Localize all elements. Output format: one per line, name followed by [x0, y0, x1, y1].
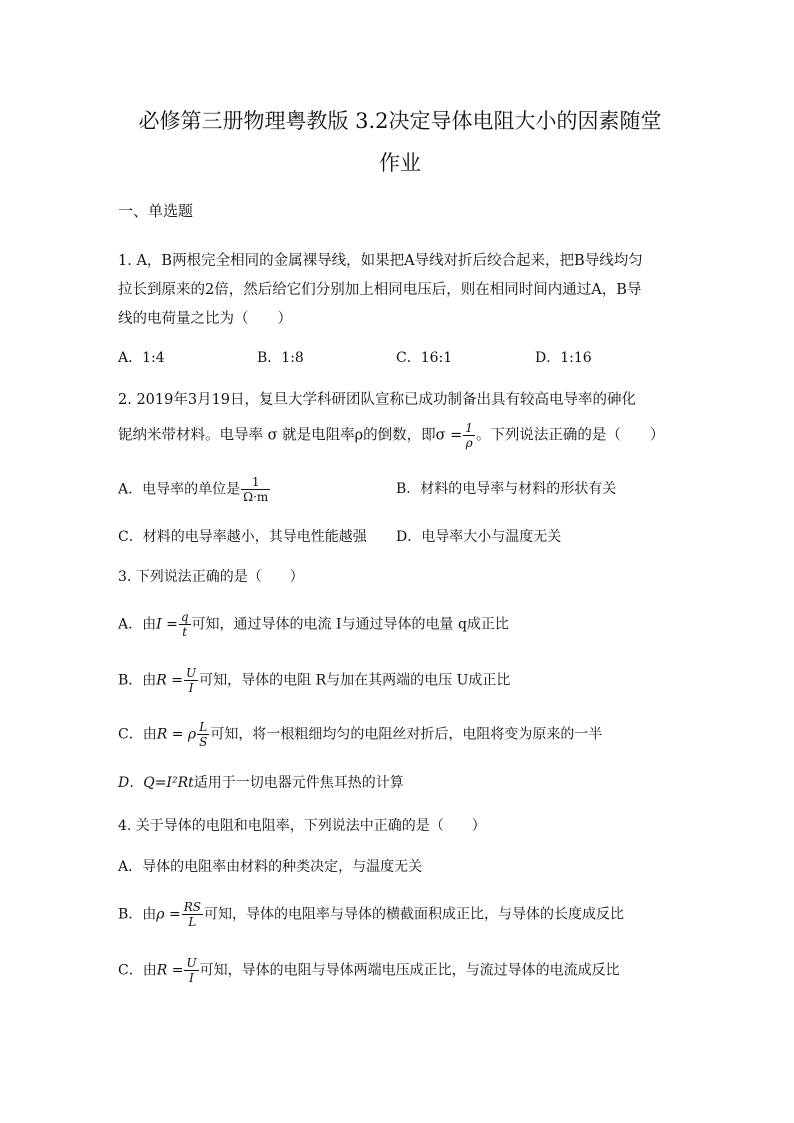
q3-a-fraction [179, 610, 191, 639]
option-prefix: B．由 [118, 672, 157, 689]
q1-line-3: 线的电荷量之比为（ ） [118, 311, 292, 327]
q1-option-d: D．1:16 [535, 350, 592, 366]
option-prefix: A．由 [118, 616, 157, 633]
q3-option-b [118, 666, 510, 695]
section-heading: 一、单选题 [118, 202, 194, 220]
fraction-denominator: Ω·m [243, 490, 269, 504]
option-prefix: C．由 [118, 962, 157, 979]
question-2 [118, 386, 690, 451]
formula-lhs: R = [156, 672, 184, 689]
q2-line-1: 2. 2019年3月19日，复旦大学科研团队宣称已成功制备出具有较高电导率的砷化 [118, 392, 637, 408]
formula-lhs: R = ρ [156, 726, 197, 743]
fraction-denominator: S [199, 735, 208, 749]
fraction-numerator: L [197, 720, 209, 735]
option-prefix: B．由 [118, 906, 157, 923]
q2-option-c: C．材料的电导率越小，其导电性能越强 [118, 529, 367, 545]
q3-c-fraction [197, 720, 209, 749]
fraction-numerator: RS [183, 900, 201, 914]
fraction-numerator: 1 [241, 475, 270, 490]
q4-stem: 4. 关于导体的电阻和电阻率，下列说法中正确的是（ ） [118, 818, 486, 834]
q4-option-a: A．导体的电阻率由材料的种类决定，与温度无关 [118, 859, 423, 875]
option-text: 可知，导体的电阻与导体两端电压成正比，与流过导体的电流成反比 [199, 962, 620, 979]
q4-option-c [118, 956, 620, 985]
q2-line-2-post: 。下列说法正确的是（ ） [475, 427, 665, 444]
fraction-denominator: I [188, 681, 194, 695]
formula-text: D．Q=I²Rt [118, 775, 194, 791]
fraction-numerator: q [180, 610, 189, 624]
q4-option-b [118, 900, 624, 929]
question-1 [118, 247, 690, 334]
q1-line-1: 1. A，B两根完全相同的金属裸导线，如果把A导线对折后绞合起来，把B导线均匀 [118, 253, 643, 269]
fraction-denominator: t [182, 625, 188, 639]
q2-line-2 [118, 421, 690, 451]
fraction-denominator: ρ [465, 436, 473, 450]
fraction-denominator: L [188, 915, 197, 929]
option-prefix: C．由 [118, 726, 157, 743]
q3-stem: 3. 下列说法正确的是（ ） [118, 569, 304, 585]
q4-b-fraction [182, 900, 203, 929]
option-text: 可知，将一根粗细均匀的电阻丝对折后，电阻将变为原来的一半 [210, 726, 603, 743]
page-title [100, 100, 700, 184]
q2-option-a [118, 475, 271, 504]
option-text: 可知，通过导体的电流 I与通过导体的电量 q成正比 [191, 616, 509, 633]
q2-option-b: B．材料的电导率与材料的形状有关 [396, 481, 617, 497]
option-text: 可知，导体的电阻率与导体的横截面积成正比，与导体的长度成反比 [203, 906, 624, 923]
formula-lhs: R = [156, 962, 184, 979]
option-text: 可知，导体的电阻 R与加在其两端的电压 U成正比 [199, 672, 511, 689]
formula-lhs: ρ = [156, 906, 181, 923]
q2-option-d: D．电导率大小与温度无关 [396, 529, 562, 545]
q1-option-c: C．16:1 [396, 350, 453, 366]
q2-line-2-pre: 铌纳米带材料。电导率 σ 就是电阻率ρ的倒数，即σ = [118, 427, 463, 444]
q3-option-d [118, 771, 404, 795]
title-line-2: 作业 [379, 151, 421, 175]
q1-option-b: B．1:8 [257, 350, 304, 366]
q1-option-a: A．1:4 [118, 350, 165, 366]
formula-lhs: I = [156, 616, 178, 633]
fraction-denominator: I [189, 971, 194, 985]
title-line-1: 必修第三册物理粤教版 3.2决定导体电阻大小的因素随堂 [138, 109, 662, 133]
fraction-numerator: 1 [465, 421, 473, 435]
option-text: 适用于一切电器元件焦耳热的计算 [193, 775, 404, 791]
q1-line-2: 拉长到原来的2倍，然后给它们分别加上相同电压后，则在相同时间内通过A，B导 [118, 282, 642, 298]
fraction-numerator: U [186, 666, 197, 680]
q2-unit-fraction [241, 475, 270, 504]
q3-option-a [118, 610, 509, 639]
fraction-numerator: U [186, 956, 197, 970]
q2-conductivity-fraction [463, 421, 475, 450]
q3-b-fraction [184, 666, 198, 695]
q3-option-c [118, 720, 602, 749]
q2-option-a-text: A．电导率的单位是 [118, 481, 241, 498]
q4-c-fraction [184, 956, 198, 985]
